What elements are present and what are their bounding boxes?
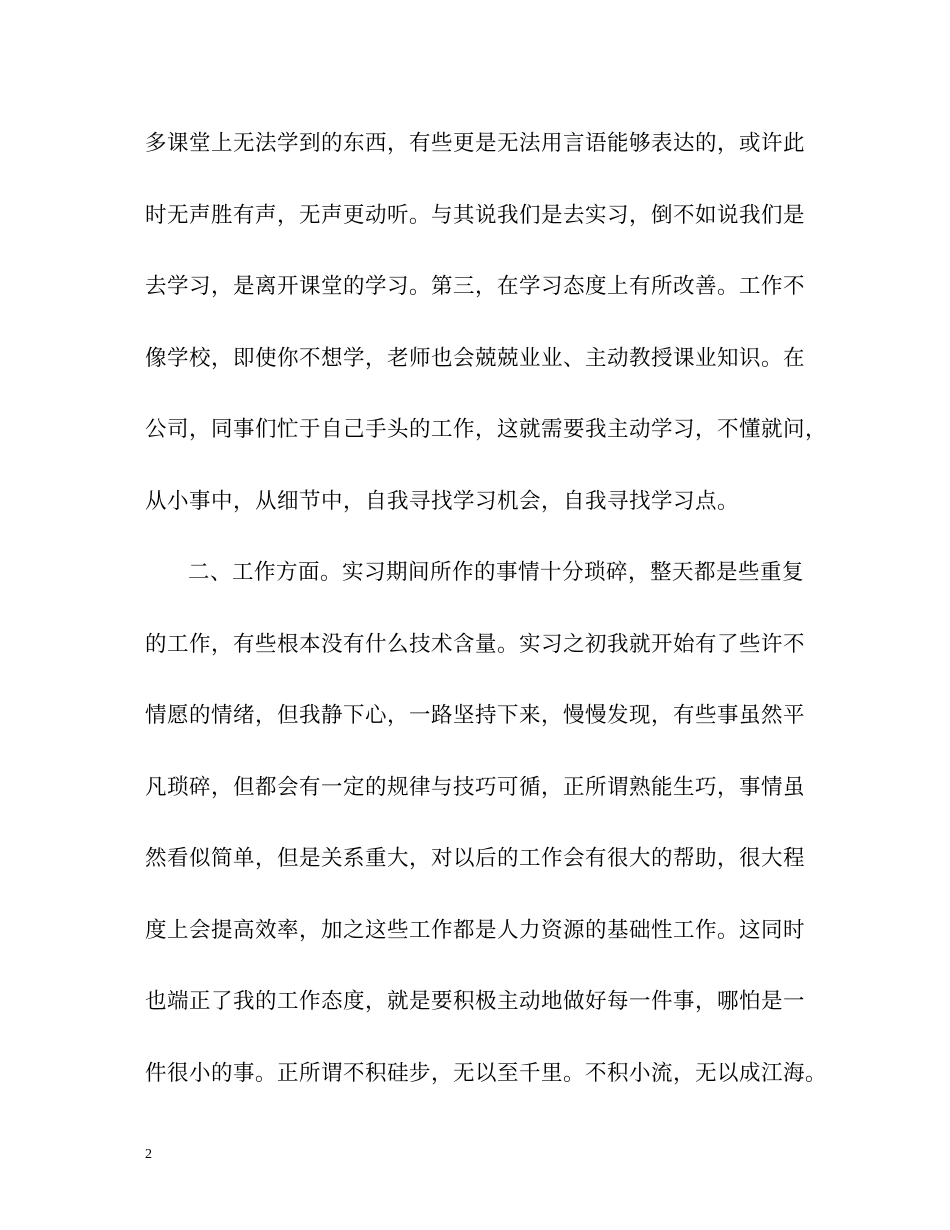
body-text — [145, 124, 828, 1125]
text-line: 的工作，有些根本没有什么技术含量。实习之初我就开始有了些许不 — [145, 631, 806, 657]
text-line: 也端正了我的工作态度，就是要积极主动地做好每一件事，哪怕是一 — [145, 989, 806, 1014]
text-line: 情愿的情绪，但我静下心，一路坚持下来，慢慢发现，有些事虽然平 — [145, 703, 806, 728]
page-number: 2 — [145, 1147, 152, 1162]
text-line: 像学校，即使你不想学，老师也会兢兢业业、主动教授课业知识。在 — [145, 345, 806, 371]
paragraph-start-line: 二、工作方面。实习期间所作的事情十分琐碎，整天都是些重复 — [188, 560, 805, 585]
text-line: 件很小的事。正所谓不积硅步，无以至千里。不积小流，无以成江海。 — [145, 1060, 828, 1086]
text-line: 度上会提高效率，加之这些工作都是人力资源的基础性工作。这同时 — [145, 917, 806, 943]
text-line: 从小事中，从细节中，自我寻找学习机会，自我寻找学习点。 — [145, 488, 740, 514]
text-line: 凡琐碎，但都会有一定的规律与技巧可循，正所谓熟能生巧，事情虽 — [145, 774, 806, 800]
text-line: 公司，同事们忙于自己手头的工作，这就需要我主动学习，不懂就问， — [145, 417, 828, 442]
text-line: 多课堂上无法学到的东西，有些更是无法用言语能够表达的，或许此 — [145, 131, 806, 156]
text-line: 去学习，是离开课堂的学习。第三，在学习态度上有所改善。工作不 — [145, 274, 806, 299]
text-line: 然看似简单，但是关系重大，对以后的工作会有很大的帮助，很大程 — [145, 846, 806, 871]
text-line: 时无声胜有声，无声更动听。与其说我们是去实习，倒不如说我们是 — [145, 202, 806, 228]
